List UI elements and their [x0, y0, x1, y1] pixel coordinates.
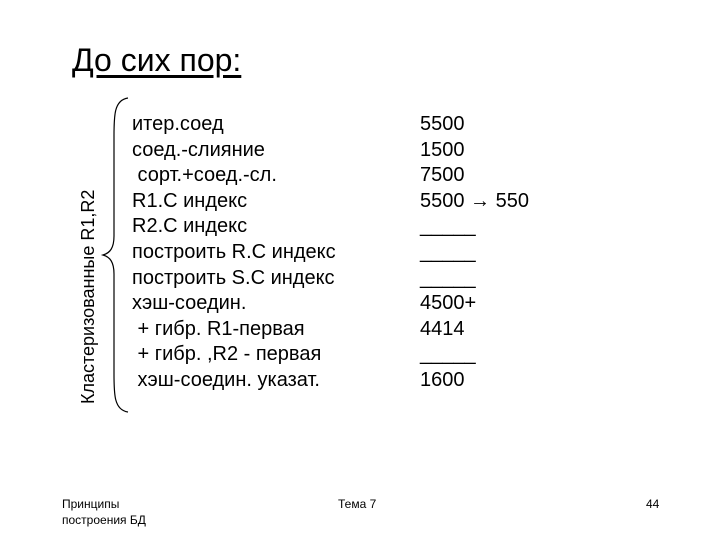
operation-item: R2.C индекс	[132, 215, 248, 238]
footer-course-line1: Принципы	[62, 497, 120, 511]
cost-value: 5500	[420, 113, 465, 135]
slide-title: До сих пор:	[72, 42, 242, 78]
operation-item: сорт.+соед.-сл.	[132, 164, 277, 187]
operation-item: + гибр. ,R2 - первая	[132, 343, 322, 366]
page-number: 44	[646, 497, 660, 511]
cost-value: 5500 → 550	[420, 189, 529, 212]
footer-course-name	[62, 496, 182, 528]
operation-item: R1.C индекс	[132, 189, 248, 212]
operation-item: + гибр. R1-первая	[132, 317, 305, 340]
cost-value: _____	[420, 240, 476, 263]
cost-value: 1500	[420, 138, 465, 161]
operation-item: построить R.C индекс	[132, 240, 336, 263]
operation-item: хэш-соедин. указат.	[132, 368, 320, 391]
operation-item: построить S.C индекс	[132, 266, 335, 289]
cost-value: _____	[420, 215, 476, 238]
footer-topic: Тема 7	[338, 497, 377, 511]
cost-value: 1600	[420, 368, 465, 391]
side-label: Кластеризованные R1,R2	[78, 189, 98, 404]
footer-course-line2: построения БД	[62, 513, 146, 527]
operations-list	[132, 112, 336, 394]
operation-item: соед.-слияние	[132, 138, 265, 161]
left-brace	[100, 96, 130, 414]
cost-values-list	[420, 112, 529, 394]
cost-value: _____	[420, 266, 476, 289]
cost-value: 4414	[420, 317, 465, 340]
operation-item: итер.соед	[132, 113, 224, 135]
cost-value: _____	[420, 343, 476, 366]
cost-value: 4500+	[420, 292, 477, 315]
operation-item: хэш-соедин.	[132, 292, 247, 315]
cost-value: 7500	[420, 164, 465, 187]
